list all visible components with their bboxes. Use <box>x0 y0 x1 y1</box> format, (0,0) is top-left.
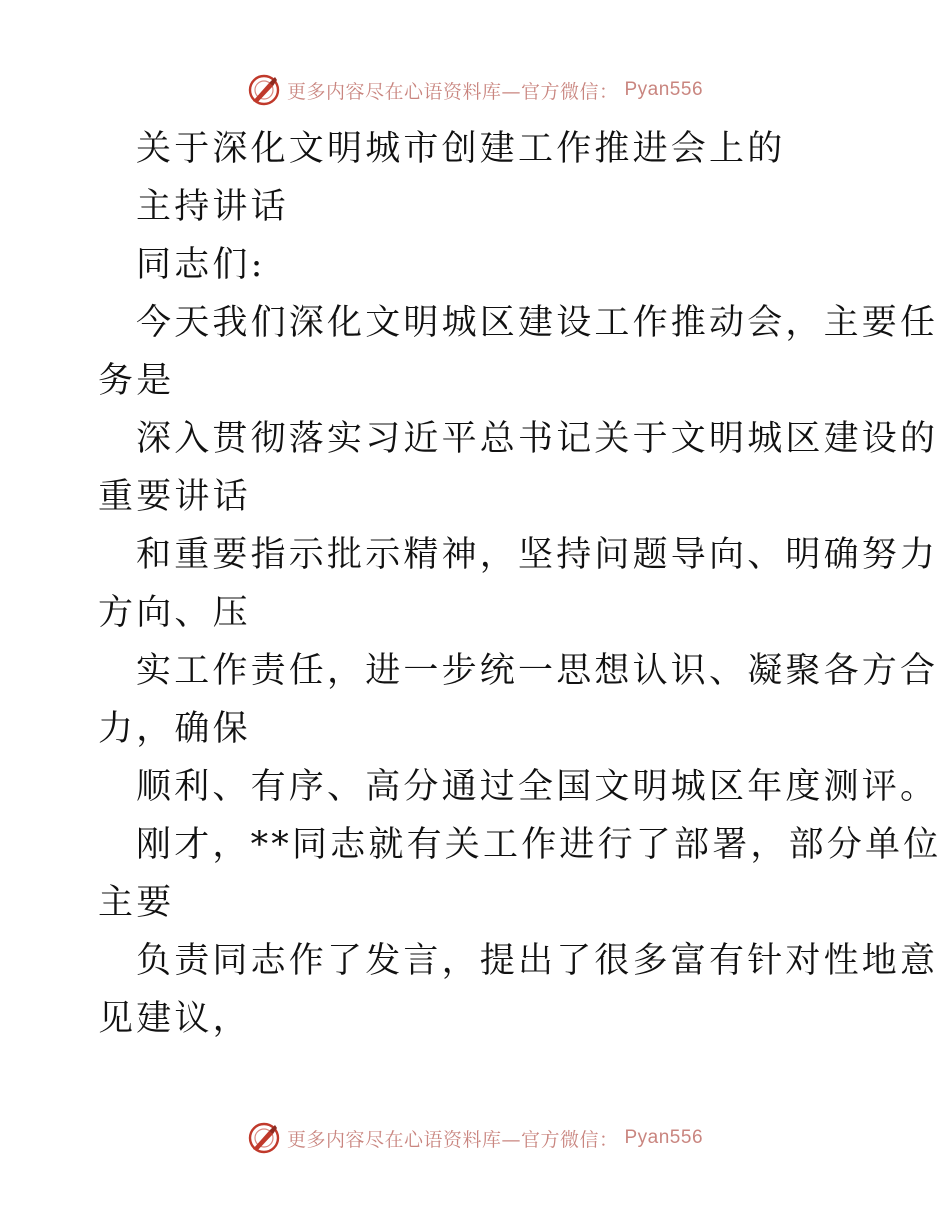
text-line: 负责同志作了发言，提出了很多富有针对性地意 <box>136 941 939 981</box>
watermark-wechat-id: Pyan556 <box>624 1127 704 1148</box>
text-line: 力，确保 <box>98 709 251 749</box>
watermark-footer <box>0 1118 950 1158</box>
text-line: 同志们: <box>136 245 266 285</box>
watermark-text: 更多内容尽在心语资料库—官方微信： <box>286 80 619 103</box>
text-line: 见建议， <box>98 999 251 1039</box>
text-line: 和重要指示批示精神，坚持问题导向、明确努力 <box>136 535 939 575</box>
text-line: 方向、压 <box>98 593 251 633</box>
text-line: 务是 <box>98 361 175 401</box>
watermark-text: 更多内容尽在心语资料库—官方微信： <box>286 1128 619 1151</box>
text-line: 实工作责任，进一步统一思想认识、凝聚各方合 <box>136 651 939 691</box>
document-body <box>98 120 942 1048</box>
text-line: 主要 <box>98 883 175 923</box>
text-line: 主持讲话 <box>136 187 289 227</box>
watermark-wechat-id: Pyan556 <box>624 79 704 100</box>
text-line: 重要讲话 <box>98 477 251 517</box>
text-line: 刚才，**同志就有关工作进行了部署，部分单位 <box>136 825 942 865</box>
pen-logo-icon <box>247 1121 281 1155</box>
text-line: 顺利、有序、高分通过全国文明城区年度测评。 <box>136 767 939 807</box>
watermark-header <box>0 70 950 110</box>
text-line: 深入贯彻落实习近平总书记关于文明城区建设的 <box>136 419 939 459</box>
text-line: 今天我们深化文明城区建设工作推动会，主要任 <box>136 303 939 343</box>
pen-logo-icon <box>247 73 281 107</box>
text-line: 关于深化文明城市创建工作推进会上的 <box>136 129 786 169</box>
